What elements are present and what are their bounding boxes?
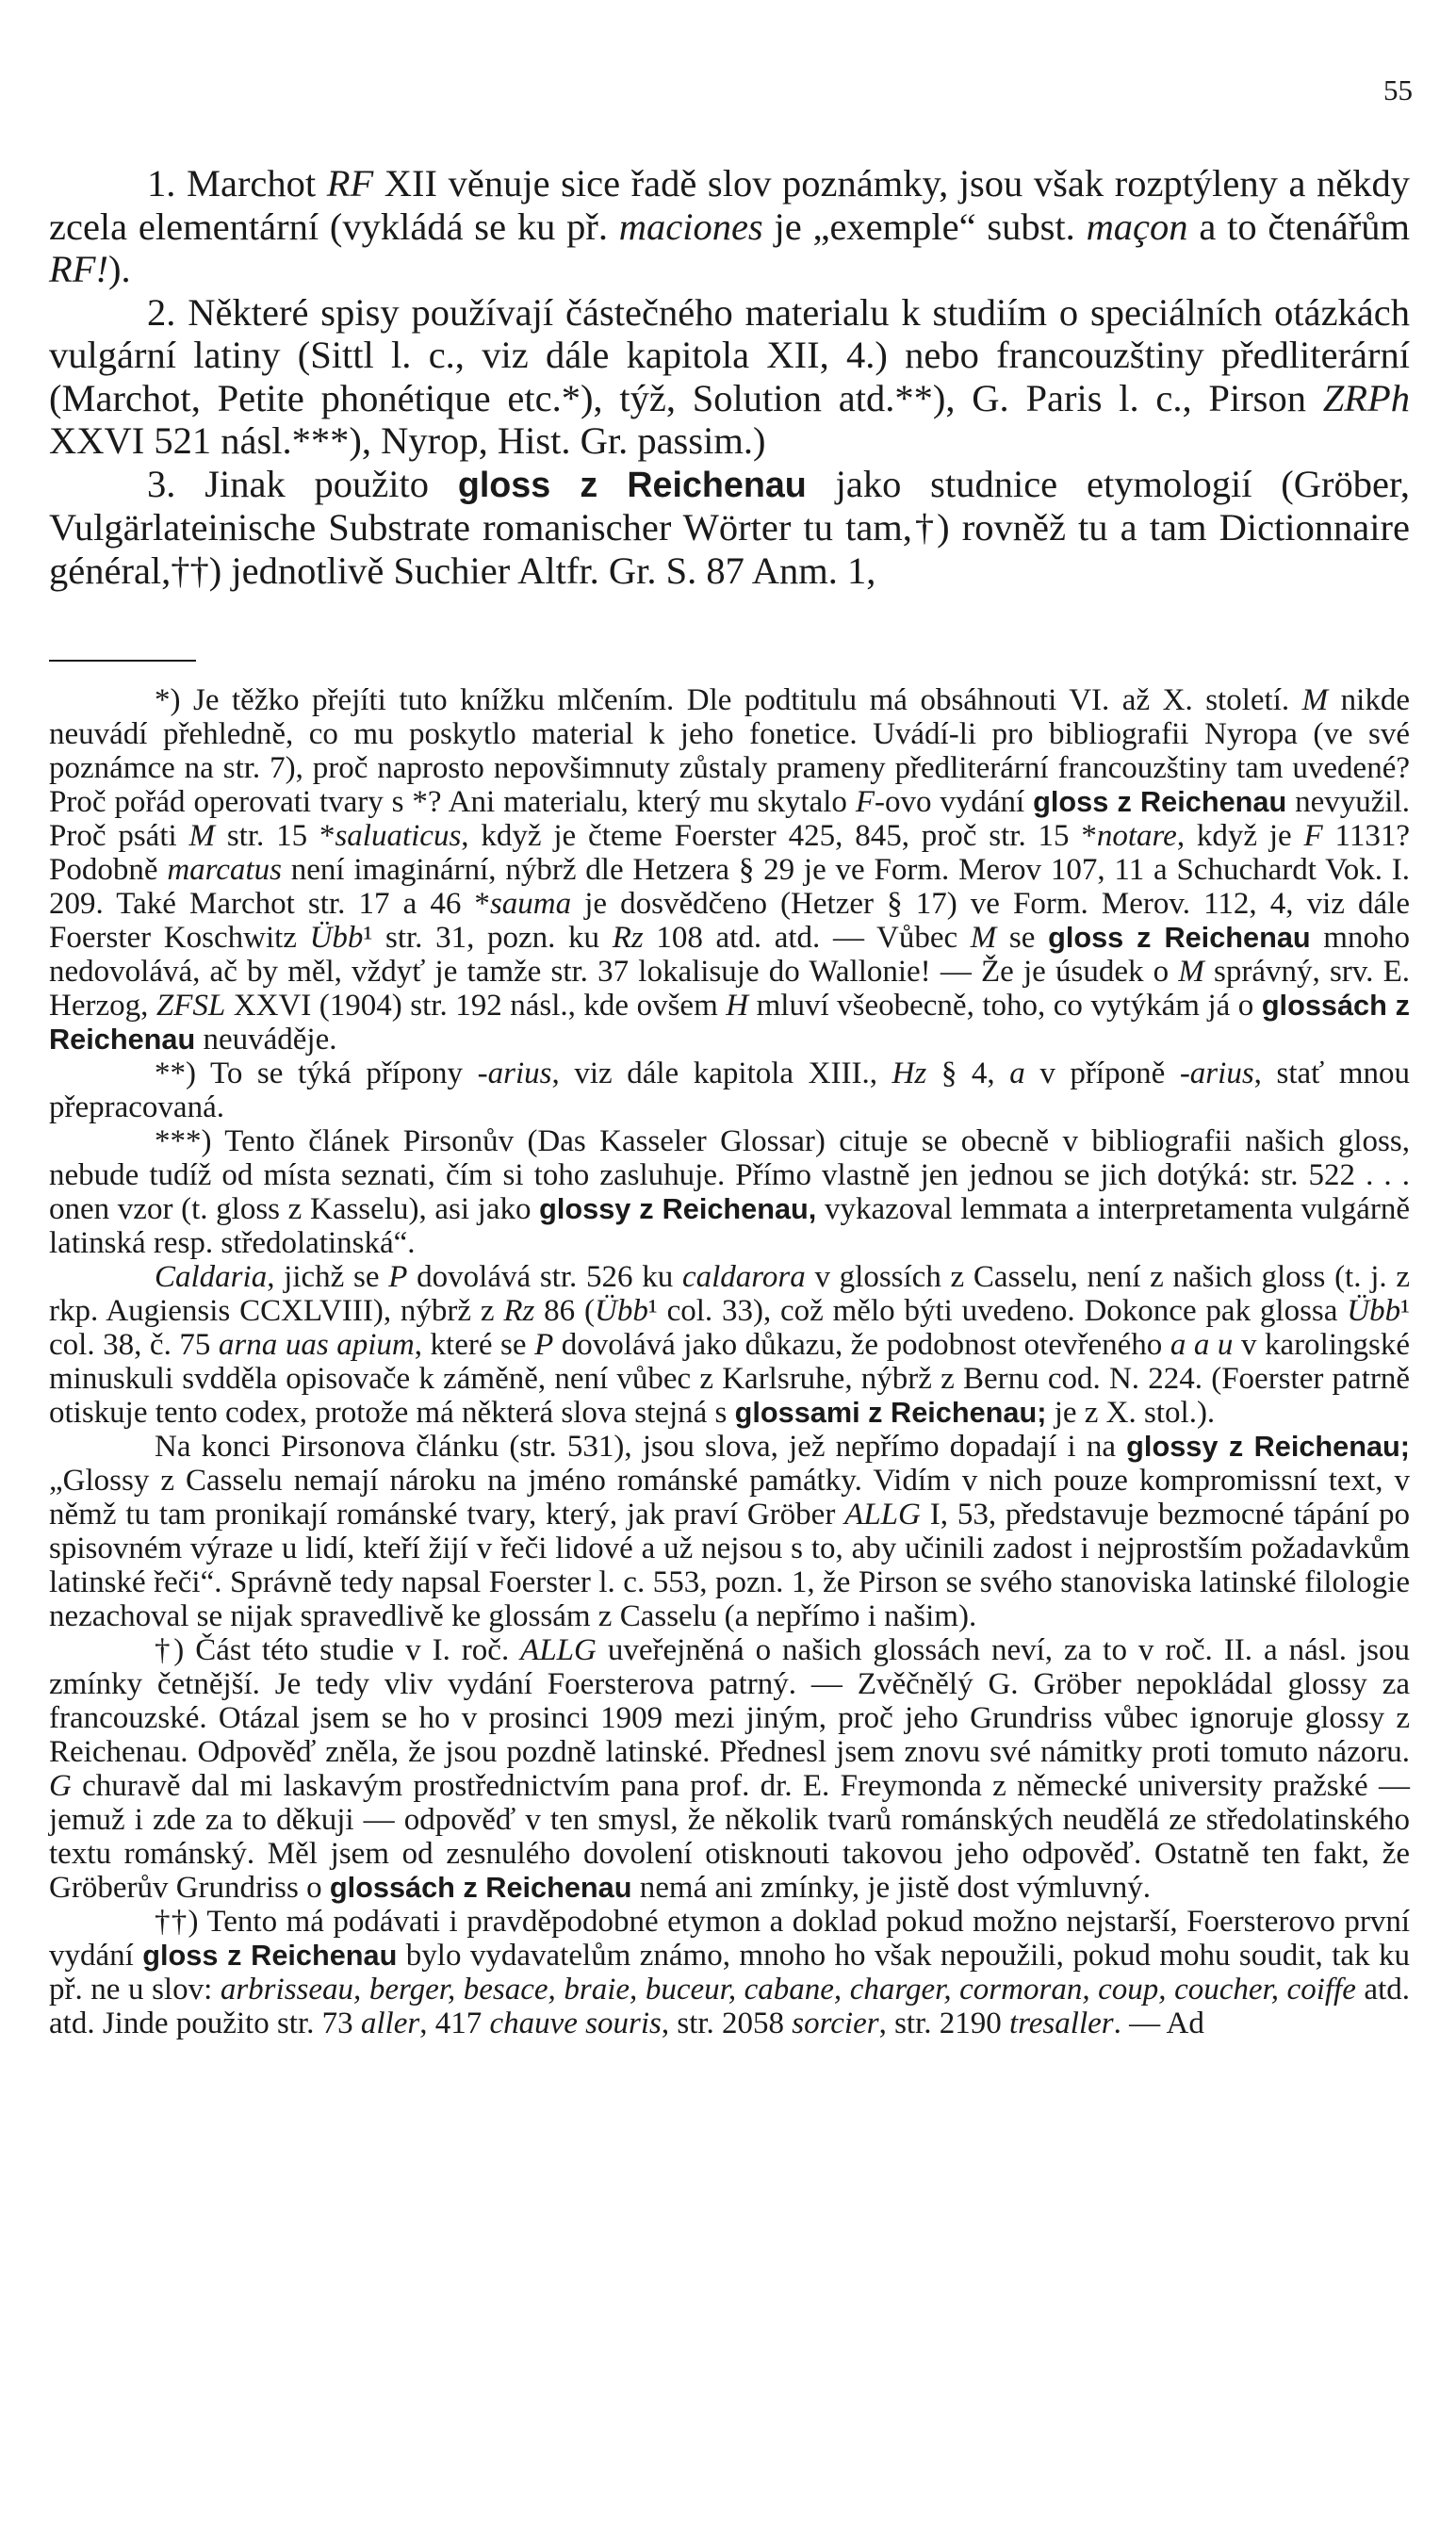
italic-term: Hz: [892, 1057, 927, 1090]
text-run: , jichž se: [267, 1260, 389, 1294]
italic-term: Übb: [1347, 1294, 1401, 1328]
bold-term: glossy z Reichenau;: [1126, 1430, 1410, 1463]
text-run: XII věnuje sice řadě slov poznámky, jsou však rozptýleny a někdy zcela elementární (vykládá se ku př.: [49, 162, 1410, 248]
italic-term: caldarora: [681, 1260, 806, 1294]
text-run: je dosvědčeno (Hetzer § 17) ve Form. Merov. 112, 4, viz dále Foerster Koschwitz: [49, 887, 1410, 955]
text-run: správný, srv. E. Herzog,: [49, 955, 1410, 1023]
italic-term: Übb: [595, 1294, 648, 1328]
footnote-dagger: [49, 1633, 1410, 1905]
text-run: , 417: [419, 2007, 490, 2040]
italic-term: chauve souris: [489, 2007, 662, 2040]
text-run: †) Část této studie v I. roč.: [155, 1633, 521, 1667]
text-run: **) To se týká přípony: [155, 1057, 478, 1090]
text-run: ¹ col. 38, č. 75: [49, 1294, 1410, 1362]
text-run: *) Je těžko přejíti tuto knížku mlčením. Dle podtitulu má obsáhnouti VI. až X. století.: [155, 683, 1302, 717]
text-run: je z X. stol.).: [1046, 1396, 1216, 1430]
paragraph-3: [49, 463, 1410, 593]
text-run: ).: [107, 248, 131, 290]
italic-term: M: [1178, 955, 1204, 989]
text-run: uveřejněná o našich glossách neví, za to v roč. II. a násl. jsou zmínky četnější. Je tedy vliv vydání Foersterova patrný. — Zvěčnělý G. Gröber nepokládal glossy za francouzské. Otázal jsem se ho v prosinci 1909 mezi jiným, proč jeho Grundriss vůbec ignoruje glossy z Reichenau. Odpověď zněla, že jsou pozdně latinské. Přednesl jsem znovu své námitky proti tomuto názoru.: [49, 1633, 1410, 1769]
italic-term: notare: [1096, 819, 1177, 853]
text-run: mnoho nedovolává, ač by měl, vždyť je tamže str. 37 lokalisuje do Wallonie! — Že je úsudek o: [49, 921, 1410, 989]
page-number: 55: [1383, 74, 1413, 106]
text-run: v karolingské minuskuli svdděla opisovače k záměně, není vůbec z Karlsruhe, nýbrž z Bernu cod. N. 224. (Foerster patrně otiskuje tento codex, protože má některá slova stejná s: [49, 1328, 1411, 1430]
text-run: se: [996, 921, 1049, 955]
italic-term: ALLG: [844, 1498, 921, 1532]
paragraph-2: [49, 291, 1410, 463]
italic-term: -arius: [477, 1057, 552, 1090]
italic-term: marcatus: [167, 853, 282, 887]
text-run: nevyužil. Proč psáti: [49, 785, 1410, 853]
italic-term: Übb: [309, 921, 364, 955]
text-run: 108 atd. atd. — Vůbec: [643, 921, 971, 955]
footnote-3: [49, 1124, 1410, 1260]
italic-term: F: [1303, 819, 1323, 853]
bold-term: gloss z Reichenau: [142, 1939, 398, 1972]
text-run: str. 15 *: [215, 819, 335, 853]
text-run: 3. Jinak použito: [147, 462, 458, 505]
text-run: , str. 2058: [661, 2007, 793, 2040]
text-run: vykazoval lemmata a interpretamenta vulgárně latinská resp. středolatinská“.: [49, 1192, 1410, 1260]
italic-term: P: [534, 1328, 554, 1362]
text-run: není imaginární, nýbrž dle Hetzera § 29 je ve Form. Merov 107, 11 a Schuchardt Vok. I. 209. Také Marchot str. 17 a 46 *: [49, 853, 1410, 921]
italic-term: ZFSL: [155, 989, 226, 1023]
footnotes: [49, 683, 1410, 2040]
italic-term: ALLG: [520, 1633, 597, 1667]
text-run: 1131? Podobně: [49, 819, 1410, 887]
italic-term: a a u: [1170, 1328, 1234, 1362]
text-run: , které se: [414, 1328, 535, 1362]
text-run: ††) Tento má podávati i pravděpodobné etymon a doklad pokud možno nejstarší, Foersterovo první vydání: [49, 1905, 1410, 1973]
italic-term: a: [1009, 1057, 1025, 1090]
footnote-2: [49, 1057, 1410, 1124]
italic-term: saluaticus: [335, 819, 462, 853]
text-run: bylo vydavatelům známo, mnoho ho však nepoužili, pokud mohu soudit, tak ku př. ne u slov:: [49, 1939, 1410, 2007]
bold-term: gloss z Reichenau: [457, 464, 807, 504]
text-run: v glossích z Casselu, není z našich gloss (t. j. z rkp. Augiensis CCXLVIII), nýbrž z: [49, 1260, 1410, 1328]
bold-term: glossách z Reichenau: [329, 1871, 632, 1904]
bold-term: gloss z Reichenau: [1048, 921, 1311, 954]
text-run: v příponě: [1024, 1057, 1180, 1090]
italic-term: ZRPh: [1322, 376, 1410, 419]
text-run: , str. 2190: [878, 2007, 1009, 2040]
italic-term: arbrisseau, berger, besace, braie, buceur, cabane, charger, cormoran, coup, coucher, coiffe: [220, 1973, 1356, 2007]
footnote-1: [49, 683, 1410, 1057]
text-run: atd. atd. Jinde použito str. 73: [49, 1973, 1410, 2040]
bold-term: gloss z Reichenau: [1033, 785, 1287, 818]
text-run: , stať mnou přepracovaná.: [49, 1057, 1410, 1124]
italic-term: G: [49, 1769, 72, 1803]
text-run: ***) Tento článek Pirsonův (Das Kasseler Glossar) cituje se obecně v bibliografii našich gloss, nebude tudíž od místa seznati, čím si toho zasluhuje. Přímo vlastně jen jednou se jich dotýká: str. 522 . . . onen vzor (t. gloss z Kasselu), asi jako: [49, 1124, 1410, 1226]
footnote-divider: [49, 660, 196, 662]
text-run: § 4,: [926, 1057, 1010, 1090]
text-run: , když je: [1176, 819, 1304, 853]
text-run: neuváděje.: [195, 1023, 337, 1057]
text-run: . — Ad: [1113, 2007, 1204, 2040]
main-text: [49, 162, 1410, 592]
text-run: 1. Marchot: [147, 162, 327, 205]
text-run: a to čtenářům: [1187, 205, 1411, 248]
footnote-3-end: [49, 1430, 1410, 1633]
text-run: ¹ col. 33), což mělo býti uvedeno. Dokonce pak glossa: [647, 1294, 1348, 1328]
text-run: XXVI 521 násl.***), Nyrop, Hist. Gr. passim.): [49, 419, 766, 462]
italic-term: RF!: [49, 248, 108, 290]
text-run: nemá ani zmínky, je jistě dost výmluvný.: [631, 1871, 1152, 1905]
italic-term: -arius: [1179, 1057, 1254, 1090]
text-run: jako studnice etymologií (Gröber, Vulgärlateinische Substrate romanischer Wörter tu tam,†) rovněž tu a tam Dictionnaire général,††) jednotlivě Suchier Altfr. Gr. S. 87 Anm. 1,: [49, 462, 1410, 592]
italic-term: RF: [326, 162, 374, 205]
footnote-double-dagger: [49, 1905, 1410, 2040]
text-run: „Glossy z Casselu nemají nároku na jméno románské památky. Vidím v nich pouze kompromissní text, v němž tu tam pronikají románské tvary, který, jak praví Gröber: [49, 1464, 1410, 1532]
text-run: 2. Některé spisy používají částečného materialu k studiím o speciálních otázkách vulgární latiny (Sittl l. c., viz dále kapitola XII, 4.) nebo francouzštiny předliterární (Marchot, Petite phonétique etc.*), týž, Solution atd.**), G. Paris l. c., Pirson: [49, 290, 1410, 419]
italic-term: M: [1301, 683, 1329, 717]
italic-term: sauma: [489, 887, 572, 921]
text-run: I, 53, představuje bezmocné tápání po spisovném výraze u lidí, kteří žijí v řeči lidové a už nejsou s to, aby učinili zadost i nejprostším požadavkům latinské řeči“. Správně tedy napsal Foerster l. c. 553, pozn. 1, že Pirson se svého stanoviska latinské filologie nezachoval se nijak spravedlivě ke glossám z Casselu (a nepřímo i našim).: [49, 1498, 1410, 1633]
italic-term: Caldaria: [155, 1260, 268, 1294]
italic-term: M: [188, 819, 215, 853]
paragraph-1: [49, 162, 1410, 291]
italic-term: Rz: [612, 921, 644, 955]
bold-term: glossách z Reichenau: [49, 989, 1410, 1056]
italic-term: P: [388, 1260, 408, 1294]
text-run: , když je čteme Foerster 425, 845, proč str. 15 *: [461, 819, 1097, 853]
italic-term: maciones: [618, 205, 763, 248]
text-run: 86 (: [534, 1294, 595, 1328]
text-run: XXVI (1904) str. 192 násl., kde ovšem: [225, 989, 727, 1023]
italic-term: aller: [360, 2007, 420, 2040]
text-run: -ovo vydání: [875, 785, 1034, 819]
text-run: churavě dal mi laskavým prostřednictvím pana prof. dr. E. Freymonda z německé university pražské — jemuž i zde za to děkuji — odpověď v ten smysl, že několik tvarů románských neudělá ze středolatinského textu románský. Měl jsem od zesnulého dovolení otisknouti takovou jeho odpověď. Ostatně ten fakt, že Gröberův Grundriss o: [49, 1769, 1410, 1905]
text-run: ¹ str. 31, pozn. ku: [363, 921, 613, 955]
italic-term: M: [970, 921, 997, 955]
italic-term: arna uas apium: [218, 1328, 415, 1362]
italic-term: sorcier: [792, 2007, 879, 2040]
bold-term: glossy z Reichenau,: [539, 1192, 817, 1225]
italic-term: tresaller: [1009, 2007, 1114, 2040]
italic-term: Rz: [503, 1294, 535, 1328]
italic-term: H: [726, 989, 749, 1023]
bold-term: glossami z Reichenau;: [734, 1396, 1047, 1429]
footnote-3-continued: [49, 1260, 1410, 1430]
text-run: je „exemple“ subst.: [762, 205, 1087, 248]
text-run: mluví všeobecně, toho, co vytýkám já o: [748, 989, 1262, 1023]
text-run: Na konci Pirsonova článku (str. 531), jsou slova, jež nepřímo dopadají i na: [155, 1430, 1127, 1464]
italic-term: F: [855, 785, 875, 819]
text-run: dovolává str. 526 ku: [407, 1260, 682, 1294]
text-run: , viz dále kapitola XIII.,: [551, 1057, 892, 1090]
text-run: dovolává jako důkazu, že podobnost otevřeného: [553, 1328, 1170, 1362]
text-run: nikde neuvádí přehledně, co mu poskytlo material k jeho fonetice. Uvádí-li pro bibliografii Nyropa (ve své poznámce na str. 7), proč naprosto nepovšimnuty zůstaly prameny předliterární francouzštiny tam uvedené? Proč pořád operovati tvary s *? Ani materialu, který mu skytalo: [49, 683, 1410, 819]
italic-term: maçon: [1086, 205, 1188, 248]
